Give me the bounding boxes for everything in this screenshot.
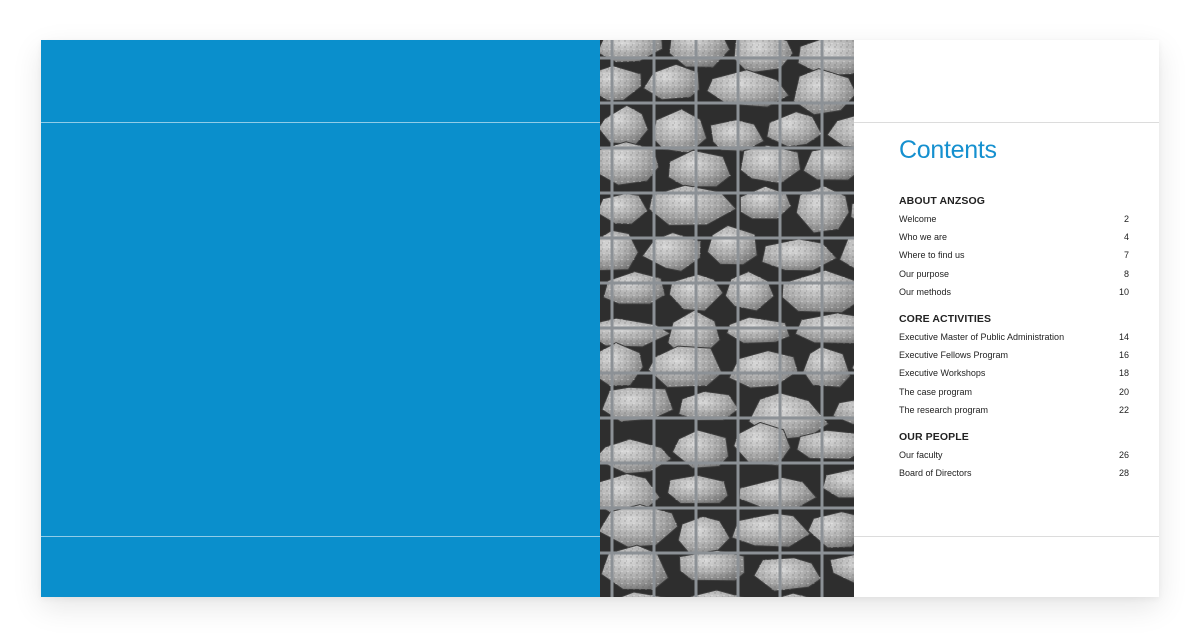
toc-section-core-activities <box>899 312 1129 422</box>
toc-entry-page: 8 <box>1123 268 1129 279</box>
blue-panel-bottom-rule <box>41 536 600 537</box>
contents-title: Contents <box>899 136 997 164</box>
toc-entry-page: 28 <box>1118 468 1129 479</box>
toc-entry[interactable] <box>899 331 1129 349</box>
toc-entry-page: 16 <box>1118 350 1129 361</box>
toc-section-our-people <box>899 430 1129 485</box>
toc-entry[interactable] <box>899 286 1129 304</box>
toc-entry-page: 7 <box>1123 250 1129 261</box>
toc-entry[interactable] <box>899 268 1129 286</box>
toc-entry-label: Executive Fellows Program <box>899 350 1009 361</box>
toc-entry-label: Executive Master of Public Administration <box>899 331 1065 342</box>
toc-entry-page: 22 <box>1118 404 1129 415</box>
toc-entry[interactable] <box>899 249 1129 267</box>
toc-entry-page: 20 <box>1118 386 1129 397</box>
toc-entry-page: 2 <box>1123 214 1129 224</box>
toc-section-heading: CORE ACTIVITIES <box>899 312 992 325</box>
contents-bottom-rule <box>854 536 1159 537</box>
table-of-contents <box>899 194 1129 493</box>
brochure-spread <box>41 40 1159 597</box>
gabion-stones-photo <box>600 40 854 597</box>
toc-entry[interactable] <box>899 349 1129 367</box>
toc-entry-page: 14 <box>1118 331 1129 342</box>
blue-panel-top-rule <box>41 122 600 123</box>
toc-entry[interactable] <box>899 367 1129 385</box>
toc-entry-label: Board of Directors <box>899 468 972 479</box>
contents-top-rule <box>854 122 1159 123</box>
toc-entry-page: 18 <box>1118 368 1129 379</box>
toc-section-heading: OUR PEOPLE <box>899 430 969 443</box>
toc-section-about <box>899 194 1129 304</box>
toc-entry-label: Our methods <box>899 286 952 297</box>
toc-entry-page: 26 <box>1118 449 1129 460</box>
toc-entry-label: Who we are <box>899 232 948 243</box>
toc-section-heading: ABOUT ANZSOG <box>899 195 985 207</box>
toc-entry-label: The case program <box>899 386 973 397</box>
toc-entry[interactable] <box>899 231 1129 249</box>
toc-entry-label: Our faculty <box>899 449 943 460</box>
toc-entry-page: 10 <box>1118 286 1129 297</box>
toc-entry-label: Welcome <box>899 214 937 224</box>
toc-entry[interactable] <box>899 404 1129 422</box>
toc-entry-label: Executive Workshops <box>899 368 986 379</box>
toc-entry-label: The research program <box>899 404 989 415</box>
toc-entry-page: 4 <box>1123 232 1129 243</box>
toc-entry[interactable] <box>899 213 1129 231</box>
blue-cover-panel <box>41 40 600 597</box>
toc-entry-label: Our purpose <box>899 268 950 279</box>
gabion-illustration <box>600 40 854 597</box>
toc-entry[interactable] <box>899 386 1129 404</box>
toc-entry-label: Where to find us <box>899 250 965 261</box>
contents-page <box>854 40 1159 597</box>
toc-entry[interactable] <box>899 449 1129 467</box>
toc-entry[interactable] <box>899 467 1129 485</box>
